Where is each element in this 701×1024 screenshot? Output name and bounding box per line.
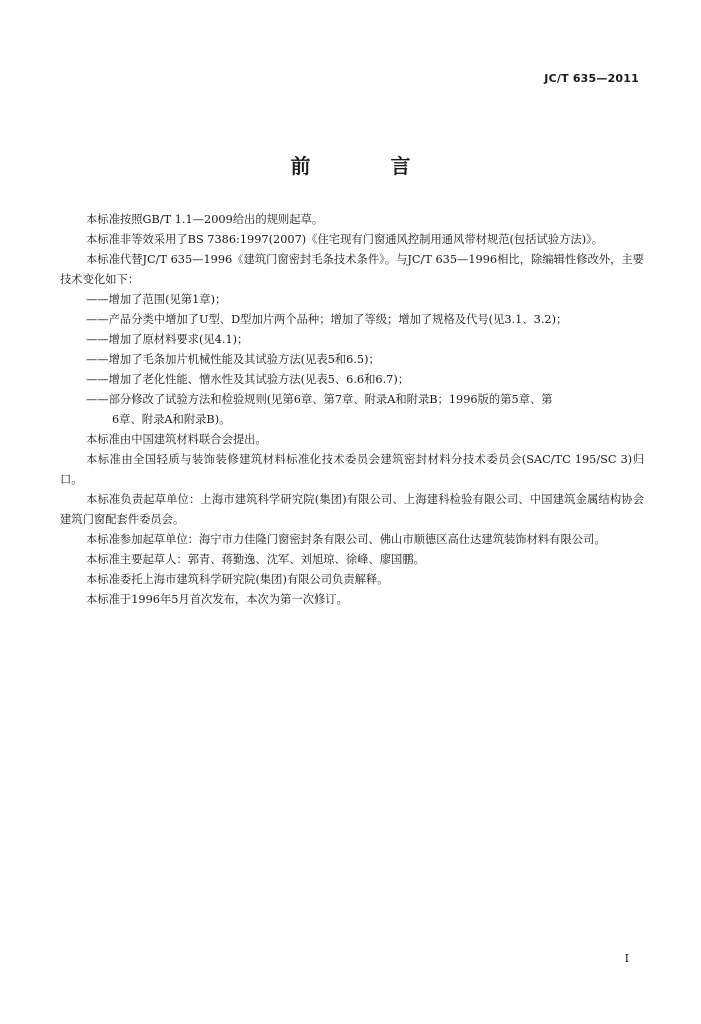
page-number: I	[624, 952, 629, 965]
paragraph-interpretation: 本标准委托上海市建筑科学研究院(集团)有限公司负责解释。	[86, 573, 389, 586]
paragraph-adoption: 本标准非等效采用了BS 7386:1997(2007)《住宅现有门窗通风控制用通风带材规范(包括试验方法)》。	[86, 233, 604, 246]
paragraph-participating-drafters: 本标准参加起草单位：海宁市力佳隆门窗密封条有限公司、佛山市顺德区高仕达建筑装饰材料有限公司。	[86, 533, 606, 546]
change-item: ——增加了原材料要求(见4.1)；	[86, 333, 249, 346]
paragraph-main-drafters: 本标准主要起草人：郭青、蒋勤逸、沈军、刘旭琼、徐峰、廖国鹏。	[86, 553, 425, 566]
change-item: ——增加了毛条加片机械性能及其试验方法(见表5和6.5)；	[86, 353, 380, 366]
change-item: ——产品分类中增加了U型、D型加片两个品种；增加了等级；增加了规格及代号(见3.1、3.2)；	[86, 313, 568, 326]
standard-code: JC/T 635—2011	[544, 72, 639, 85]
paragraph-responsible-drafters: 本标准负责起草单位：上海市建筑科学研究院(集团)有限公司、上海建科检验有限公司、中国建筑金属结构协会建筑门窗配套件委员会。	[60, 493, 644, 526]
paragraph-centralized-by: 本标准由全国轻质与装饰装修建筑材料标准化技术委员会建筑密封材料分技术委员会(SAC/TC 195/SC 3)归口。	[60, 453, 644, 486]
paragraph-proposed-by: 本标准由中国建筑材料联合会提出。	[86, 433, 267, 446]
foreword-body	[60, 210, 644, 610]
page-title: 前 言	[290, 154, 441, 178]
paragraph-replacement: 本标准代替JC/T 635—1996《建筑门窗密封毛条技术条件》。与JC/T 635—1996相比，除编辑性修改外，主要技术变化如下：	[60, 253, 644, 286]
change-item: ——增加了老化性能、憎水性及其试验方法(见表5、6.6和6.7)；	[86, 373, 410, 386]
paragraph-publication-history: 本标准于1996年5月首次发布，本次为第一次修订。	[86, 593, 348, 606]
change-item-continuation: 6章、附录A和附录B)。	[112, 413, 231, 426]
change-item: ——部分修改了试验方法和检验规则(见第6章、第7章、附录A和附录B；1996版的第5章、第	[86, 393, 553, 406]
change-item: ——增加了范围(见第1章)；	[86, 293, 227, 306]
paragraph-drafting-rules: 本标准按照GB/T 1.1—2009给出的规则起草。	[86, 213, 324, 226]
